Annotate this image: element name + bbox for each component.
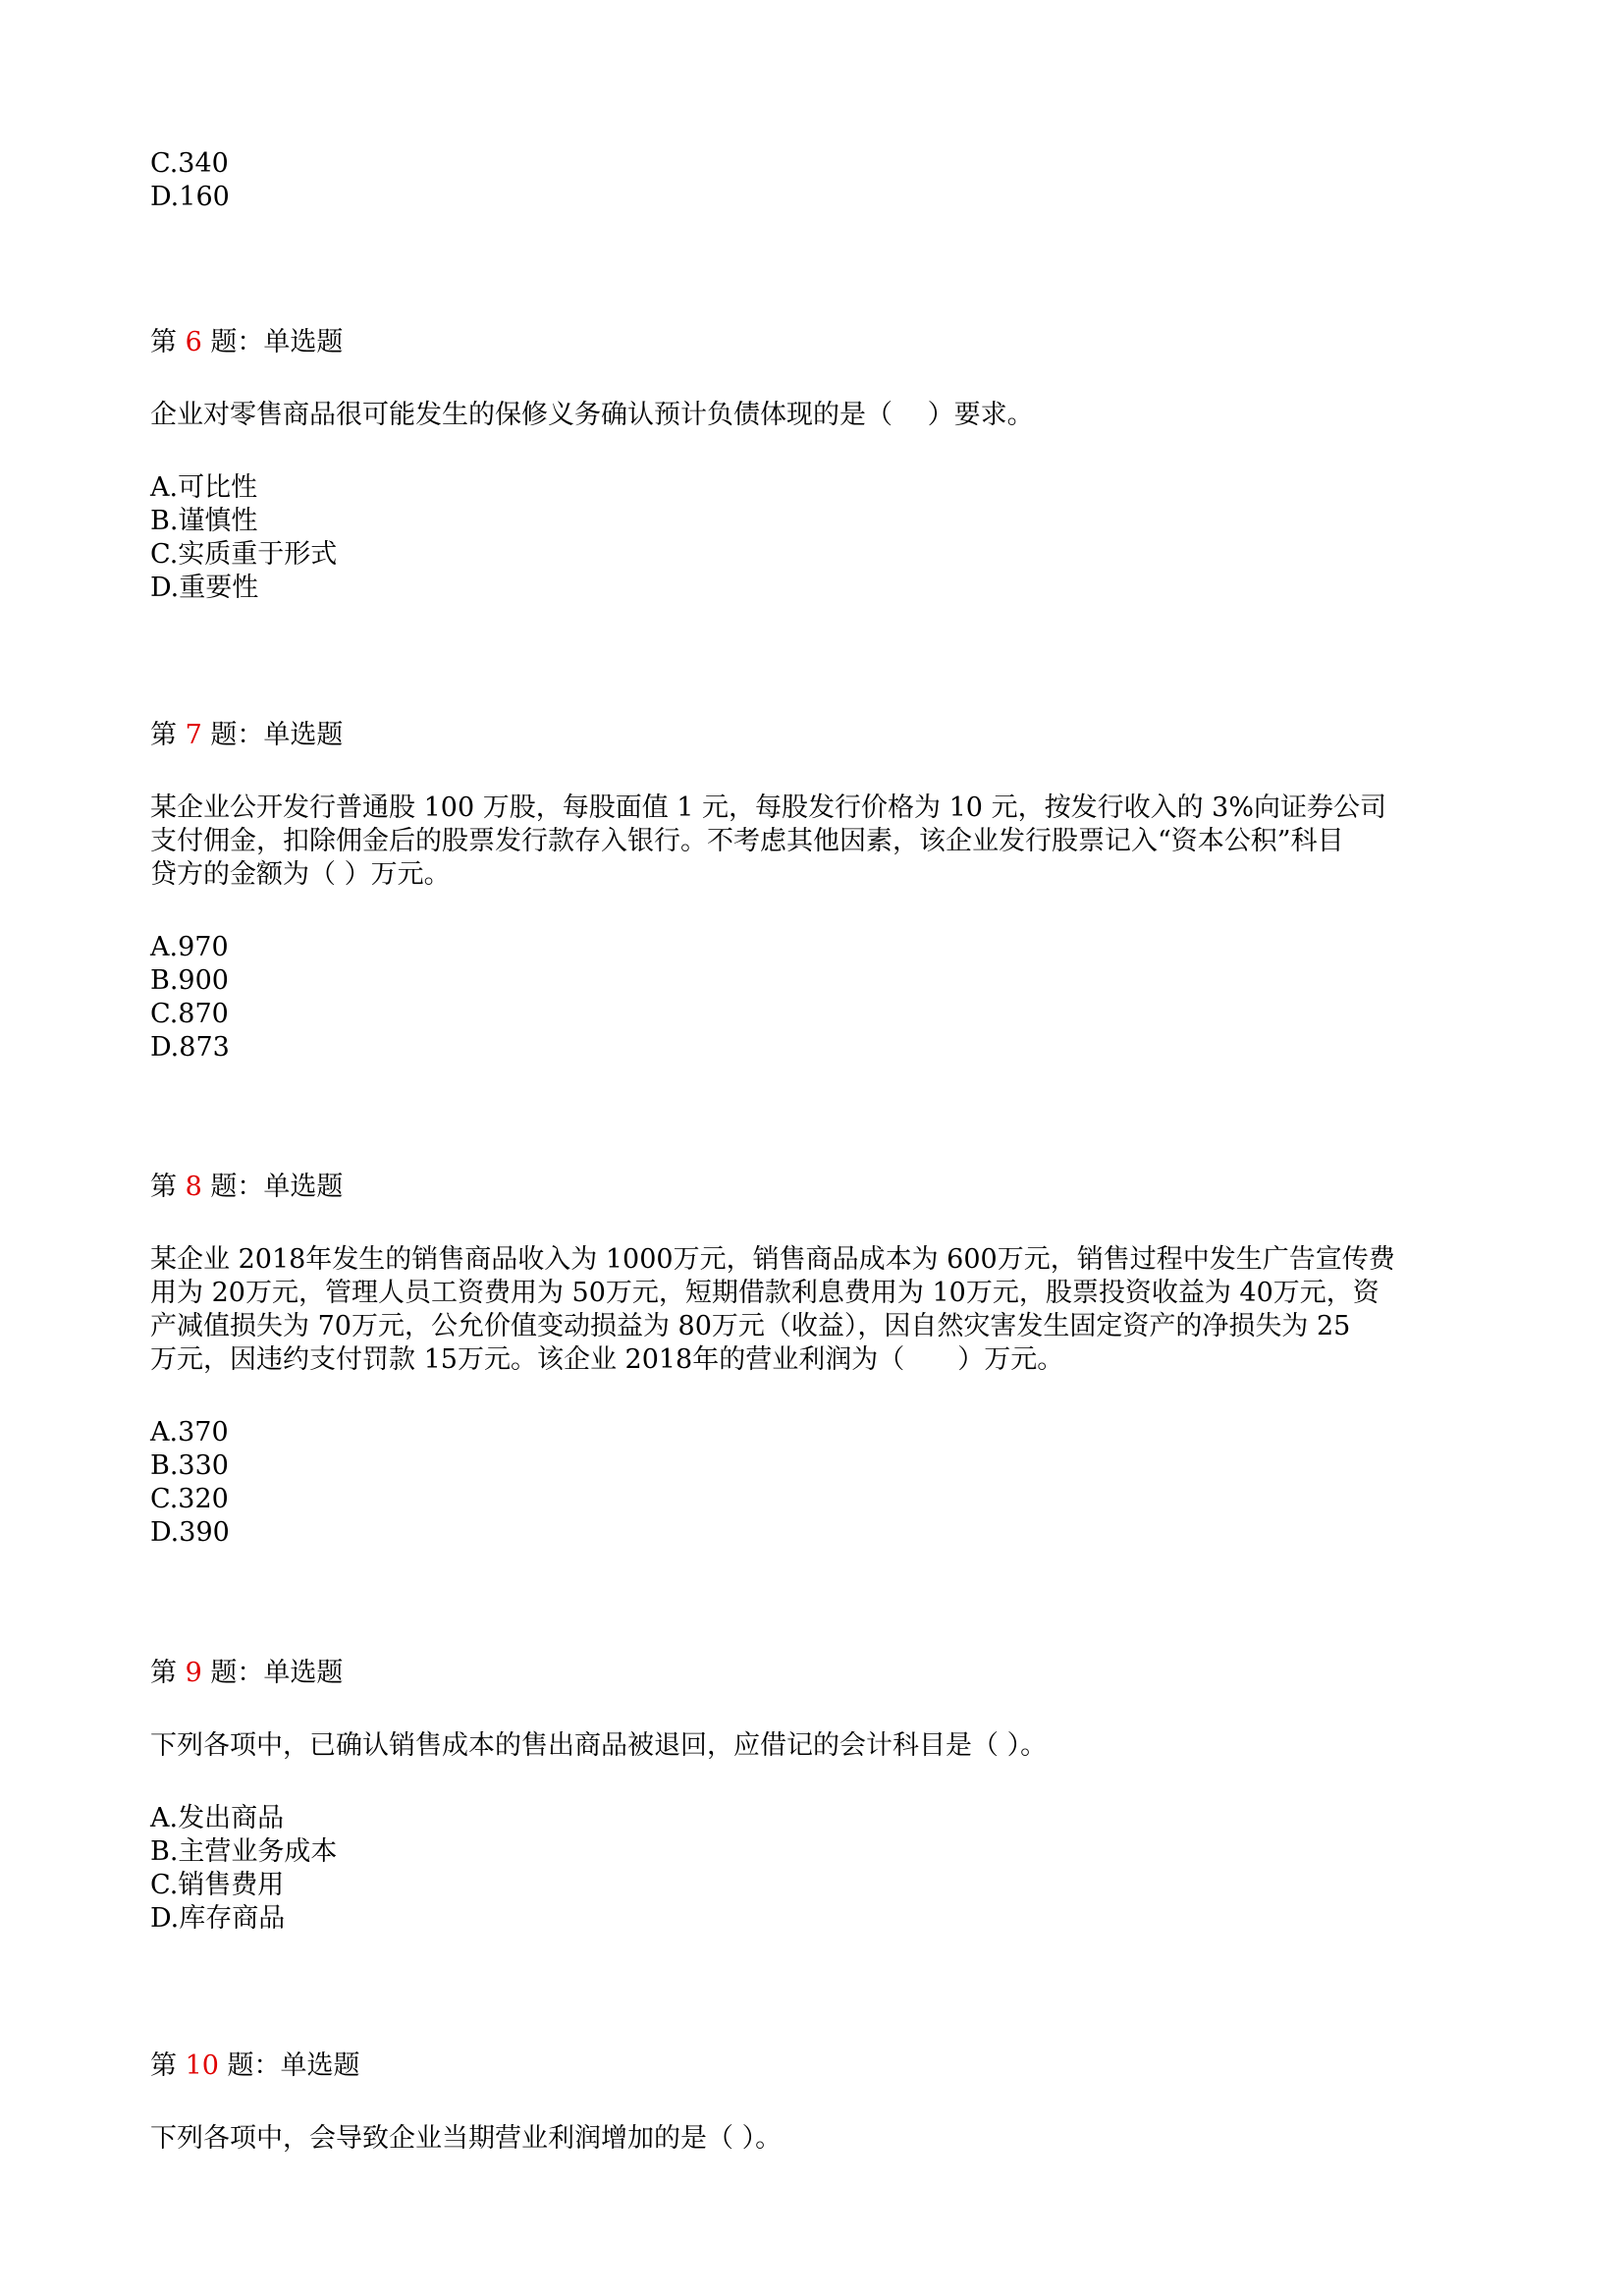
- question-stem: 下列各项中，已确认销售成本的售出商品被退回，应借记的会计科目是（ ）。: [150, 1730, 1048, 1761]
- option-c: C.销售费用: [150, 1870, 285, 1900]
- option-a: A.970: [150, 932, 229, 962]
- option-b: B.谨慎性: [150, 506, 258, 536]
- option-d: D.重要性: [150, 573, 259, 603]
- option-d: D.160: [150, 182, 230, 212]
- option-a: A.发出商品: [150, 1803, 285, 1833]
- question-9: [150, 1657, 1486, 1936]
- question-header: 第 7 题：单选题: [150, 720, 344, 750]
- question-number: 7: [185, 720, 202, 750]
- question-number: 8: [185, 1172, 202, 1202]
- question-header: 第 9 题：单选题: [150, 1658, 344, 1688]
- option-c: C.320: [150, 1484, 229, 1514]
- question-header: 第 8 题：单选题: [150, 1172, 344, 1202]
- option-list: [150, 1416, 1486, 1550]
- previous-question-options: [150, 147, 230, 214]
- option-c: C.870: [150, 999, 229, 1029]
- option-b: B.主营业务成本: [150, 1836, 338, 1867]
- option-a: A.370: [150, 1417, 229, 1448]
- question-header: 第 10 题：单选题: [150, 2050, 360, 2081]
- option-list: [150, 931, 1486, 1065]
- question-number: 10: [185, 2050, 219, 2081]
- option-b: B.900: [150, 965, 229, 996]
- option-list: [150, 1802, 1486, 1936]
- question-stem: 某企业 2018年发生的销售商品收入为 1000万元，销售商品成本为 600万元，销售过程中发生广告宣传费 用为 20万元，管理人员工资费用为 50万元，短期借款利息费用为 10万元，股票投资收益为 40万元，资 产减值损失为 70万元，公允价值变动损益为 80万元（收益），因自然灾害发生固定资产的净损失为 25 万元，因违约支付罚款 15万元。该企业 2018年的营业利润为（ ）万元。: [150, 1244, 1395, 1375]
- question-10: [150, 2050, 1486, 2156]
- option-list: [150, 471, 1486, 605]
- question-number: 6: [185, 327, 202, 357]
- option-c: C.340: [150, 148, 229, 179]
- question-stem: 下列各项中，会导致企业当期营业利润增加的是（ ）。: [150, 2123, 783, 2154]
- question-6: [150, 326, 1486, 605]
- question-stem: 某企业公开发行普通股 100 万股，每股面值 1 元，每股发行价格为 10 元，按发行收入的 3%向证券公司 支付佣金，扣除佣金后的股票发行款存入银行。不考虑其他因素，该企业发行股票记入“资本公积”科目 贷方的金额为（ ）万元。: [150, 793, 1386, 890]
- option-c: C.实质重于形式: [150, 539, 338, 570]
- question-8: [150, 1171, 1486, 1550]
- option-b: B.330: [150, 1450, 229, 1481]
- question-header: 第 6 题：单选题: [150, 327, 344, 357]
- option-d: D.873: [150, 1032, 230, 1063]
- question-number: 9: [185, 1658, 202, 1688]
- option-a: A.可比性: [150, 472, 258, 503]
- option-d: D.390: [150, 1517, 230, 1548]
- option-d: D.库存商品: [150, 1903, 286, 1934]
- question-stem: 企业对零售商品很可能发生的保修义务确认预计负债体现的是（ ）要求。: [150, 400, 1034, 430]
- question-7: [150, 719, 1486, 1065]
